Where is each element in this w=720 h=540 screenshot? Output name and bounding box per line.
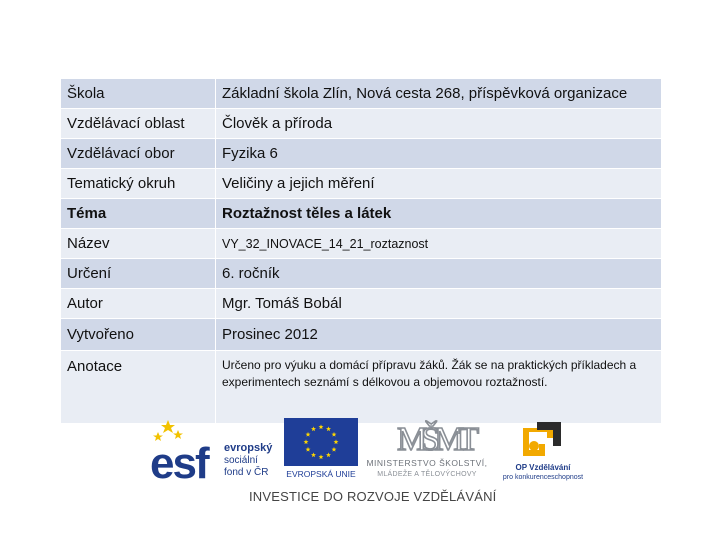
esf-line1: evropský [224,442,273,454]
esf-mark: esf [150,439,208,480]
op-logo [493,416,593,484]
row-value: Mgr. Tomáš Bobál [216,289,662,319]
row-label: Anotace [61,351,216,424]
metadata-table [60,78,662,424]
footer-slogan: INVESTICE DO ROZVOJE VZDĚLÁVÁNÍ [249,489,497,504]
op-line1: OP Vzdělávání [515,463,571,472]
row-label: Škola [61,79,216,109]
table-row [61,289,662,319]
msmt-logo [363,412,491,480]
op-line2: pro konkurenceschopnost [502,474,584,481]
esf-stars-icon [153,420,183,441]
row-label: Název [61,229,216,259]
table-row [61,109,662,139]
row-label: Tematický okruh [61,169,216,199]
table-row [61,139,662,169]
row-label: Autor [61,289,216,319]
row-label: Vzdělávací oblast [61,109,216,139]
table-row [61,199,662,229]
row-value: VY_32_INOVACE_14_21_roztaznost [216,229,662,259]
table-row [61,79,662,109]
row-value: Člověk a příroda [216,109,662,139]
table-row [61,169,662,199]
row-value: Fyzika 6 [216,139,662,169]
msmt-line1: MINISTERSTVO ŠKOLSTVÍ, [366,458,488,468]
row-value: Základní škola Zlín, Nová cesta 268, příspěvková organizace [216,79,662,109]
row-value: Prosinec 2012 [216,319,662,351]
row-value: Určeno pro výuku a domácí přípravu žáků. Žák se na praktických příkladech a experimentech seznámí s délkovou a objemovou roztažností. [216,351,662,424]
msmt-mark: MŠMT [397,421,474,458]
esf-logo [148,416,278,480]
esf-line2: sociální [224,455,258,466]
op-emblem-icon [523,422,561,456]
row-value: 6. ročník [216,259,662,289]
table-row [61,229,662,259]
eu-caption: EVROPSKÁ UNIE [286,469,356,479]
table-row [61,259,662,289]
row-label: Téma [61,199,216,229]
row-value: Roztažnost těles a látek [216,199,662,229]
esf-line3: fond v ČR [224,467,269,478]
row-value: Veličiny a jejich měření [216,169,662,199]
row-label: Vytvořeno [61,319,216,351]
msmt-line2: MLÁDEŽE A TĚLOVÝCHOVY [377,471,477,478]
logo-strip [145,412,595,502]
row-label: Vzdělávací obor [61,139,216,169]
row-label: Určení [61,259,216,289]
table-row [61,319,662,351]
eu-flag-logo [282,416,360,480]
